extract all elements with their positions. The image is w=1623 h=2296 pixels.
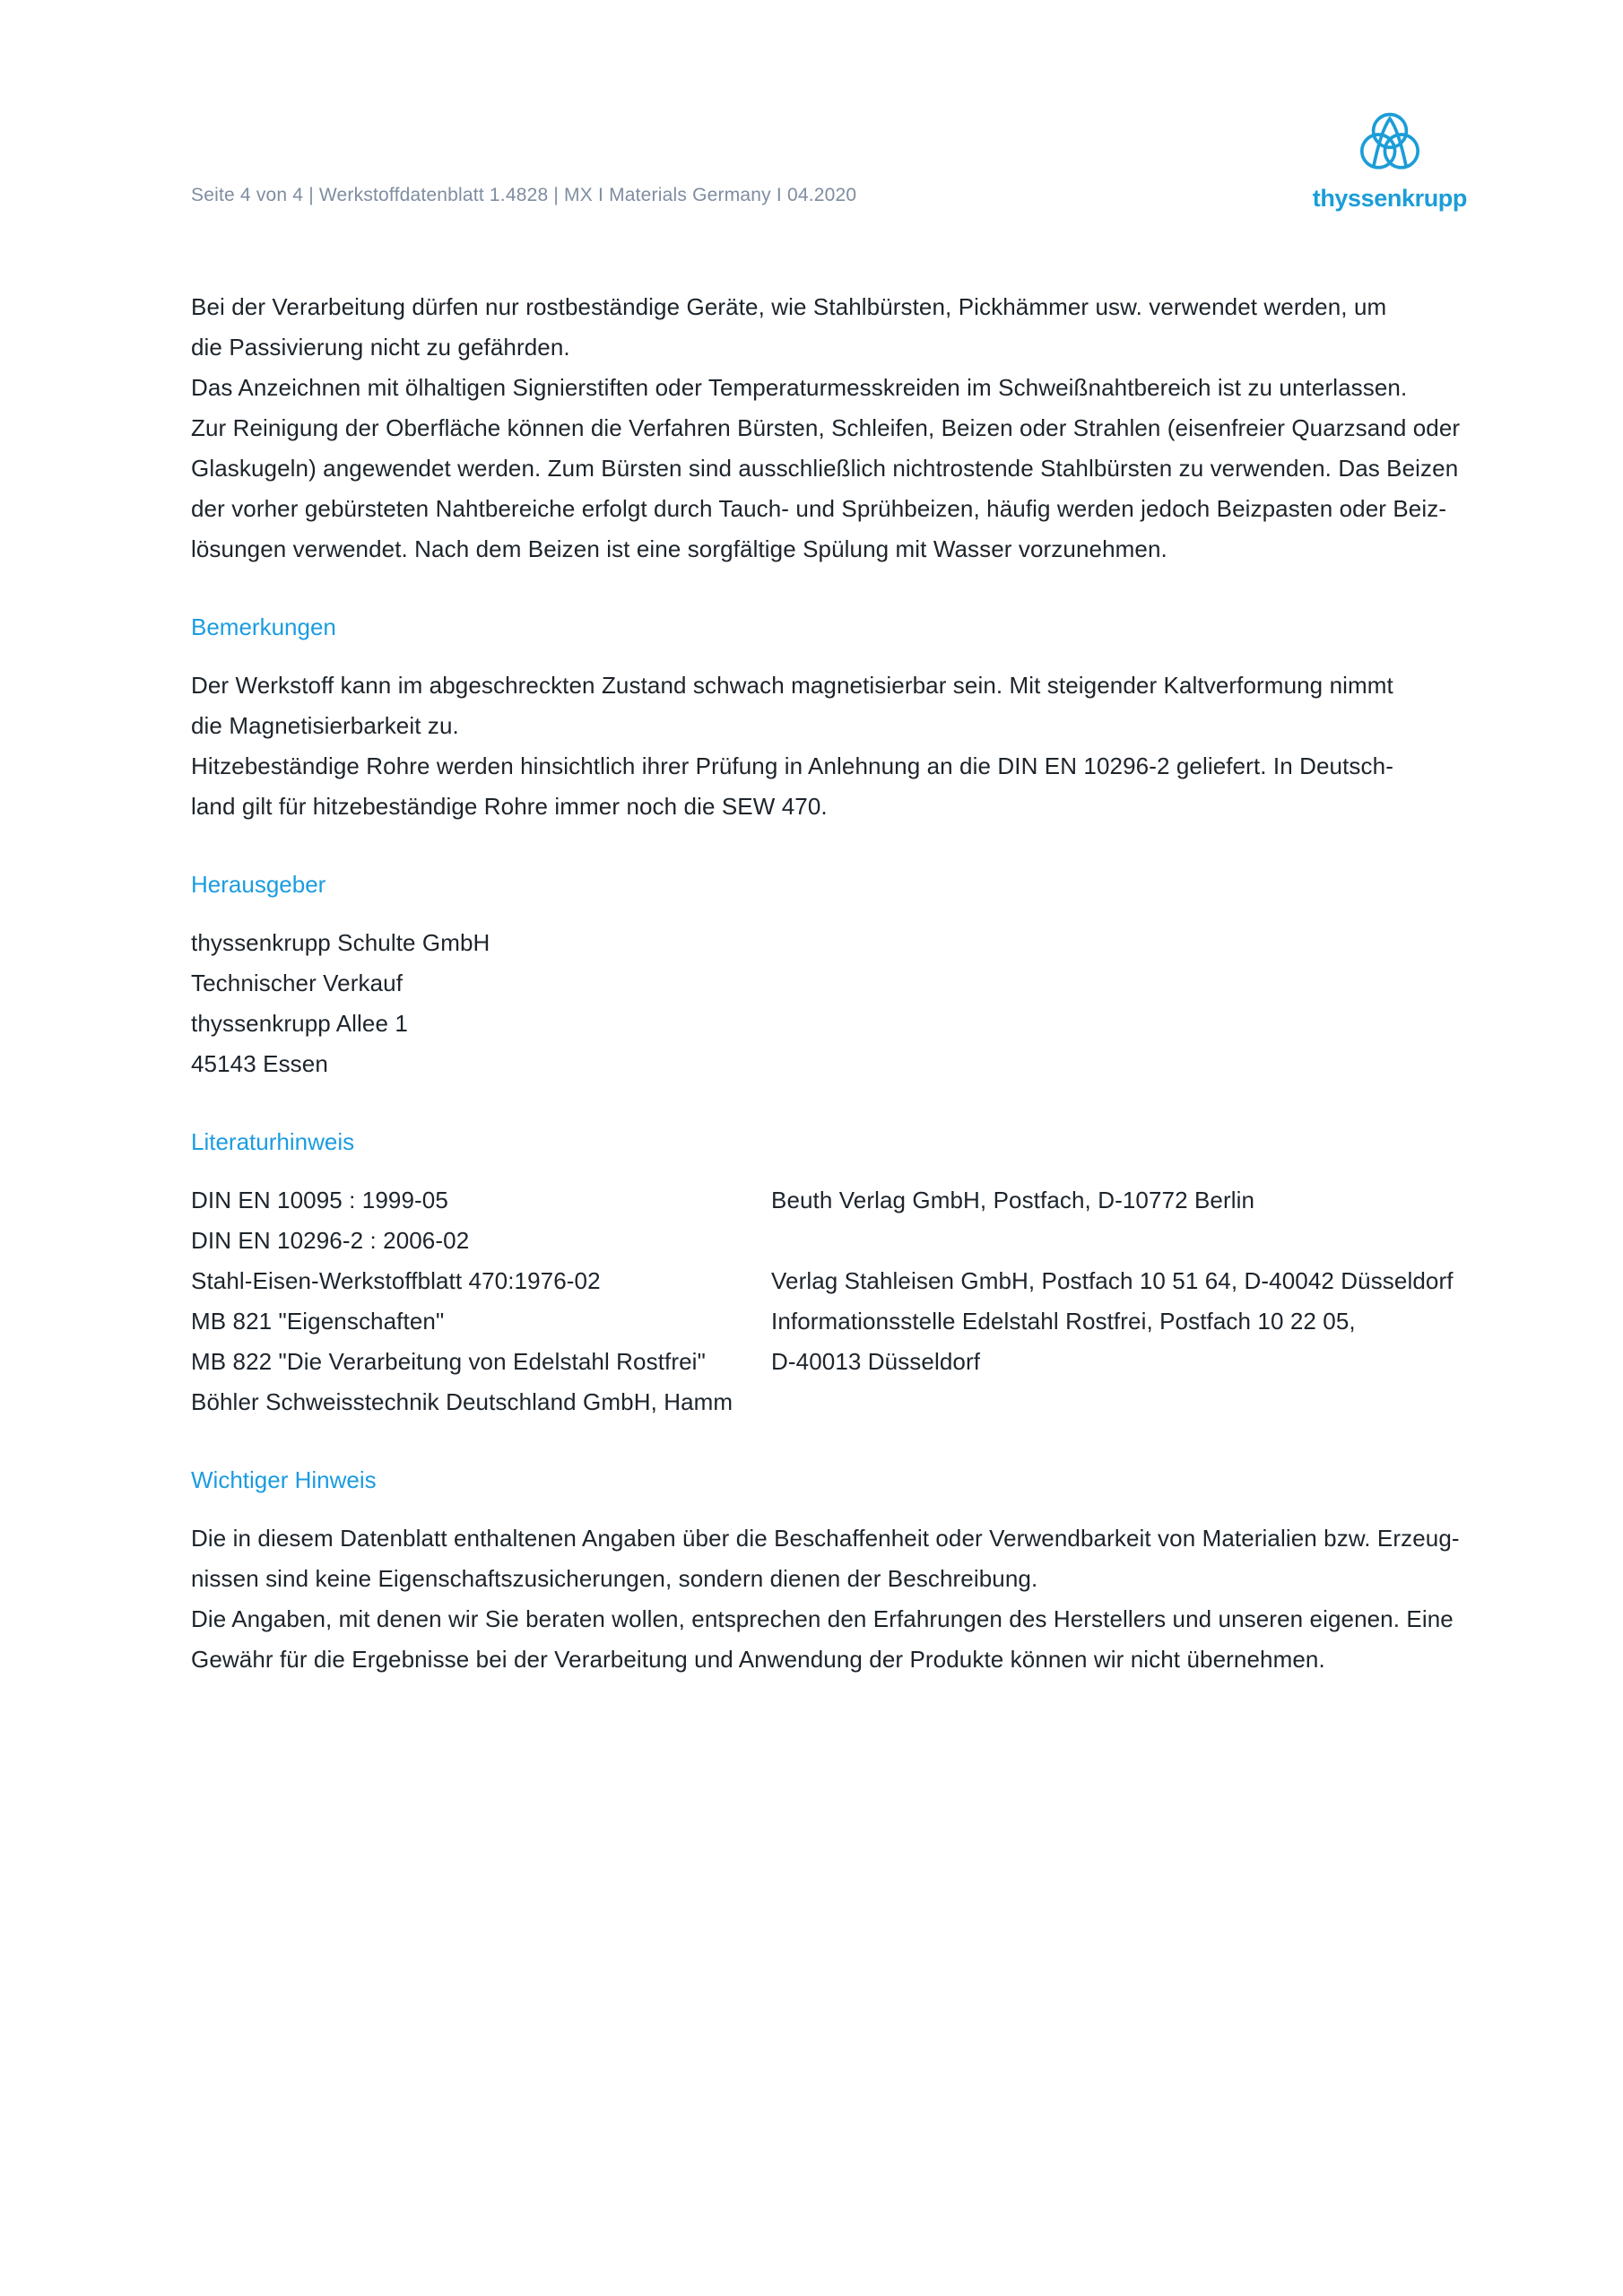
literature-publisher: Informationsstelle Edelstahl Rostfrei, Postfach 10 22 05, xyxy=(771,1308,1356,1335)
text-line: lösungen verwendet. Nach dem Beizen ist eine sorgfältige Spülung mit Wasser vorzunehmen. xyxy=(191,535,1167,562)
section-wichtiger-hinweis xyxy=(191,1460,1546,1680)
publisher-street: thyssenkrupp Allee 1 xyxy=(191,1010,408,1037)
section-literaturhinweis xyxy=(191,1122,1546,1422)
literature-publisher: Beuth Verlag GmbH, Postfach, D-10772 Berlin xyxy=(771,1187,1255,1213)
thyssenkrupp-logo xyxy=(1313,109,1467,212)
literature-row xyxy=(191,1221,1546,1261)
section-heading-bemerkungen: Bemerkungen xyxy=(191,613,336,640)
literature-reference: MB 821 "Eigenschaften" xyxy=(191,1308,445,1335)
literature-row xyxy=(191,1261,1546,1301)
literature-reference: Stahl-Eisen-Werkstoffblatt 470:1976-02 xyxy=(191,1267,601,1294)
publisher-department: Technischer Verkauf xyxy=(191,970,404,996)
section-heading-herausgeber: Herausgeber xyxy=(191,871,326,898)
section-heading-literaturhinweis: Literaturhinweis xyxy=(191,1128,355,1155)
text-line: Glaskugeln) angewendet werden. Zum Bürsten sind ausschließlich nichtrostende Stahlbürsten zu verwenden. Das Beizen xyxy=(191,455,1459,482)
publisher-name: thyssenkrupp Schulte GmbH xyxy=(191,929,490,956)
text-line: Zur Reinigung der Oberfläche können die Verfahren Bürsten, Schleifen, Beizen oder Strahlen (eisenfreier Quarzsand oder xyxy=(191,414,1461,441)
literature-publisher xyxy=(771,1221,1546,1261)
document-body xyxy=(191,287,1546,1680)
text-line: Das Anzeichnen mit ölhaltigen Signierstiften oder Temperaturmesskreiden im Schweißnahtbereich ist zu unterlassen. xyxy=(191,374,1408,401)
page-header xyxy=(191,109,1546,212)
text-line: Der Werkstoff kann im abgeschreckten Zustand schwach magnetisierbar sein. Mit steigender Kaltverformung nimmt xyxy=(191,672,1393,699)
text-line: der vorher gebürsteten Nahtbereiche erfolgt durch Tauch- und Sprühbeizen, häufig werden jedoch Beizpasten oder Beiz- xyxy=(191,495,1447,522)
text-line: die Magnetisierbarkeit zu. xyxy=(191,712,459,739)
page-content xyxy=(191,0,1546,1680)
text-line: die Passivierung nicht zu gefährden. xyxy=(191,334,570,361)
text-line: Bei der Verarbeitung dürfen nur rostbeständige Geräte, wie Stahlbürsten, Pickhämmer usw. verwendet werden, um xyxy=(191,293,1387,320)
literature-reference: DIN EN 10296-2 : 2006-02 xyxy=(191,1227,470,1254)
literature-reference: DIN EN 10095 : 1999-05 xyxy=(191,1187,448,1213)
text-line: Die Angaben, mit denen wir Sie beraten wollen, entsprechen den Erfahrungen des Herstellers und unseren eigenen. Eine xyxy=(191,1605,1454,1632)
text-line: Die in diesem Datenblatt enthaltenen Angaben über die Beschaffenheit oder Verwendbarkeit von Materialien bzw. Erzeug- xyxy=(191,1525,1460,1552)
literature-row xyxy=(191,1180,1546,1221)
literature-publisher xyxy=(771,1382,1546,1422)
literature-row xyxy=(191,1382,1546,1422)
literature-reference: Böhler Schweisstechnik Deutschland GmbH, Hamm xyxy=(191,1388,733,1415)
thyssenkrupp-trefoil-icon xyxy=(1352,109,1428,181)
section-heading-wichtiger-hinweis: Wichtiger Hinweis xyxy=(191,1466,377,1493)
text-line: land gilt für hitzebeständige Rohre immer noch die SEW 470. xyxy=(191,793,828,820)
text-line: Hitzebeständige Rohre werden hinsichtlich ihrer Prüfung in Anlehnung an die DIN EN 10296-2 geliefert. In Deutsch- xyxy=(191,752,1393,779)
literature-row xyxy=(191,1301,1546,1342)
literature-reference: MB 822 "Die Verarbeitung von Edelstahl Rostfrei" xyxy=(191,1348,706,1375)
literature-publisher: D-40013 Düsseldorf xyxy=(771,1348,981,1375)
text-line: nissen sind keine Eigenschaftszusicherungen, sondern dienen der Beschreibung. xyxy=(191,1565,1038,1592)
section-verarbeitung xyxy=(191,287,1546,570)
thyssenkrupp-wordmark: thyssenkrupp xyxy=(1312,185,1467,212)
section-bemerkungen xyxy=(191,607,1546,827)
publisher-city: 45143 Essen xyxy=(191,1050,328,1077)
literature-publisher: Verlag Stahleisen GmbH, Postfach 10 51 64, D-40042 Düsseldorf xyxy=(771,1267,1454,1294)
page-meta: Seite 4 von 4 | Werkstoffdatenblatt 1.4828 | MX I Materials Germany I 04.2020 xyxy=(191,185,857,205)
text-line: Gewähr für die Ergebnisse bei der Verarbeitung und Anwendung der Produkte können wir nicht übernehmen. xyxy=(191,1646,1325,1673)
section-herausgeber xyxy=(191,865,1546,1084)
literature-row xyxy=(191,1342,1546,1382)
